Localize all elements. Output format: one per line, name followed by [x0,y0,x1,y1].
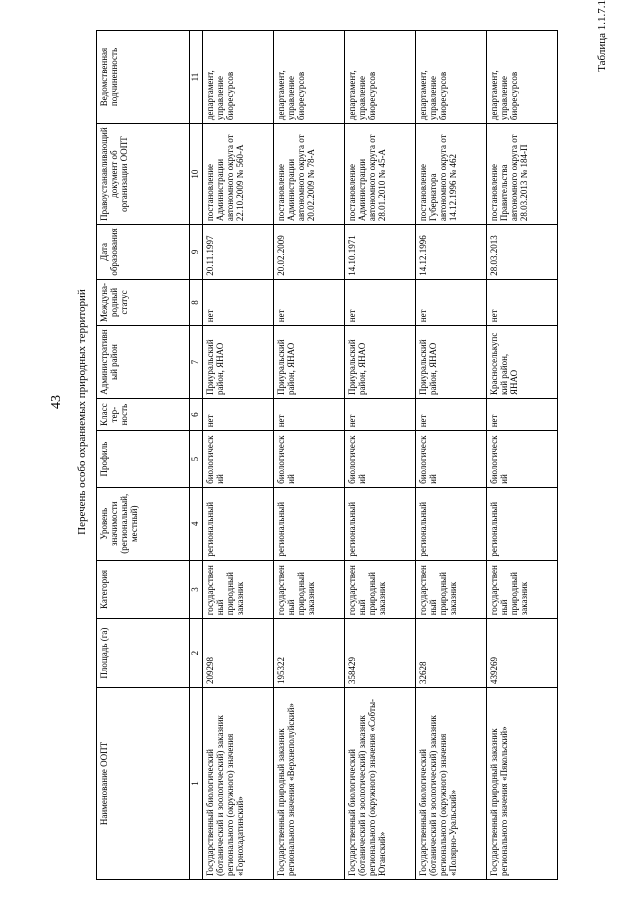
cell-intl-status: нет [345,279,416,325]
column-number: 1 [190,687,203,879]
cell-intl-status: нет [416,279,487,325]
cell-district: Приуральский район, ЯНАО [345,326,416,399]
cell-klass: нет [487,398,558,430]
table-row [487,31,558,880]
cell-document: постановление Администрации автономного округа от 22.10.2009 № 560-А [203,124,274,225]
cell-level: региональный [203,487,274,560]
cell-area: 439269 [487,619,558,688]
header-document: Правоустанавливающий документ об организации ООПТ [97,124,190,225]
cell-area: 209298 [203,619,274,688]
cell-profile: биологический [345,431,416,488]
column-number-row [190,31,203,880]
cell-intl-status: нет [203,279,274,325]
cell-level: региональный [345,487,416,560]
column-number: 7 [190,326,203,399]
table-row [345,31,416,880]
cell-date: 20.11.1997 [203,225,274,280]
cell-klass: нет [203,398,274,430]
header-area: Площадь (га) [97,619,190,688]
cell-level: региональный [274,487,345,560]
column-number: 5 [190,431,203,488]
cell-klass: нет [345,398,416,430]
header-subordination: Ведомственная подчиненность [97,31,190,124]
header-profile: Профиль [97,431,190,488]
cell-klass: нет [274,398,345,430]
column-number: 9 [190,225,203,280]
cell-subordination: департамент, управление биоресурсов [416,31,487,124]
cell-intl-status: нет [487,279,558,325]
cell-subordination: департамент, управление биоресурсов [203,31,274,124]
cell-name: Государственный биологический (ботанический и зоологический) заказник регионального (окружного) значения «Собты-Юганский» [345,687,416,879]
cell-name: Государственный биологический (ботанический и зоологический) заказник регионального (окружного) значения «Горнохадатинский» [203,687,274,879]
header-row [97,31,190,880]
cell-category: государственный природный заказник [345,560,416,619]
cell-name: Государственный природный заказник регионального значения «Верхнеполуйский» [274,687,345,879]
column-number: 8 [190,279,203,325]
cell-level: региональный [487,487,558,560]
page-title: Перечень особо охраняемых природных территорий [76,289,88,535]
cell-area: 32628 [416,619,487,688]
cell-profile: биологический [274,431,345,488]
header-district: Административный район [97,326,190,399]
table-row [203,31,274,880]
table-row [274,31,345,880]
header-klass: Класс тер-ность [97,398,190,430]
cell-subordination: департамент, управление биоресурсов [487,31,558,124]
cell-area: 358429 [345,619,416,688]
cell-document: постановление Администрации автономного округа от 28.01.2010 № 45-А [345,124,416,225]
cell-subordination: департамент, управление биоресурсов [345,31,416,124]
cell-date: 20.02.2009 [274,225,345,280]
header-level: Уровень значимости (региональный, местный) [97,487,190,560]
rotated-table-container [96,30,580,880]
cell-date: 14.12.1996 [416,225,487,280]
column-number: 11 [190,31,203,124]
header-intl-status: Междуна-родный статус [97,279,190,325]
cell-category: государственный природный заказник [416,560,487,619]
cell-document: постановление Правительства автономного округа от 28.03.2013 № 184-П [487,124,558,225]
cell-profile: биологический [416,431,487,488]
cell-profile: биологический [487,431,558,488]
cell-category: государственный природный заказник [203,560,274,619]
cell-district: Приуральский район, ЯНАО [203,326,274,399]
column-number: 3 [190,560,203,619]
cell-subordination: департамент, управление биоресурсов [274,31,345,124]
cell-intl-status: нет [274,279,345,325]
header-name: Наименование ООПТ [97,687,190,879]
cell-area: 195322 [274,619,345,688]
cell-date: 14.10.1971 [345,225,416,280]
cell-district: Красноселькупский район, ЯНАО [487,326,558,399]
table-row [416,31,487,880]
cell-klass: нет [416,398,487,430]
header-date: Дата образования [97,225,190,280]
column-number: 2 [190,619,203,688]
cell-name: Государственный природный заказник регионального значения «Пякольский» [487,687,558,879]
cell-profile: биологический [203,431,274,488]
cell-document: постановление Губернатора автономного округа от 14.12.1996 № 462 [416,124,487,225]
column-number: 6 [190,398,203,430]
cell-document: постановление Администрации автономного округа от 20.02.2009 № 78-А [274,124,345,225]
column-number: 4 [190,487,203,560]
cell-date: 28.03.2013 [487,225,558,280]
cell-name: Государственный биологический (ботанический и зоологический) заказник регионального (окружного) значения «Полярно-Уральский» [416,687,487,879]
cell-level: региональный [416,487,487,560]
cell-district: Приуральский район, ЯНАО [274,326,345,399]
cell-category: государственный природный заказник [274,560,345,619]
cell-district: Приуральский район, ЯНАО [416,326,487,399]
table-label: Таблица 1.1.7.1 [596,0,608,72]
cell-category: государственный природный заказник [487,560,558,619]
oopt-table [96,30,558,880]
page-number: 43 [49,395,64,409]
header-category: Категория [97,560,190,619]
column-number: 10 [190,124,203,225]
